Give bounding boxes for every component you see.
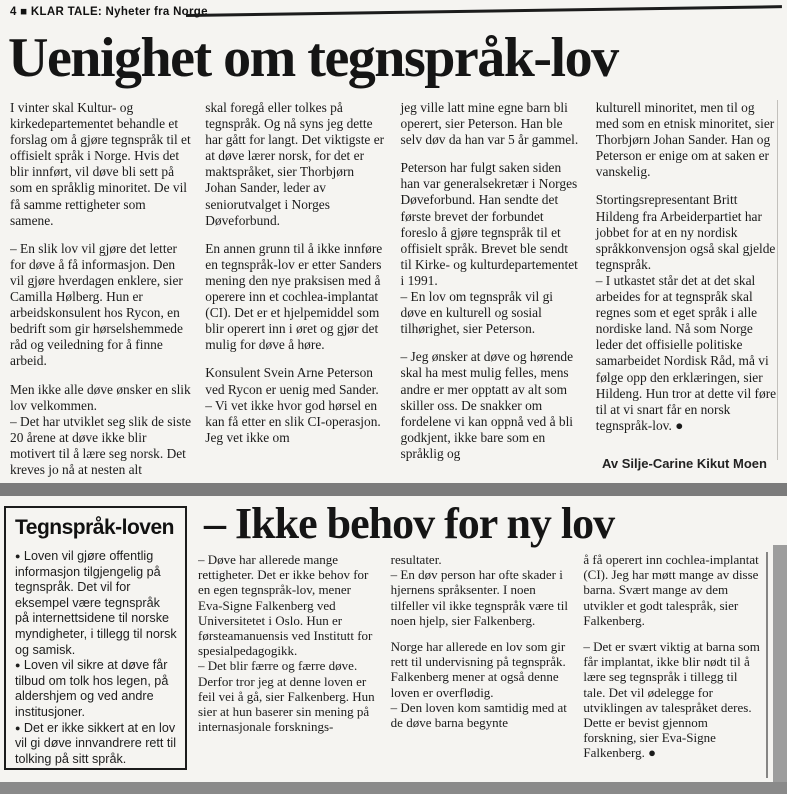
paragraph: – I utkastet står det at det skal arbeides for at tegnspråk skal regnes som et eget språk i alle nordiske land. Nå som Norge leder det offisielle politiske samarbeidet Nordisk Råd, må vi følge opp den erklæringen, sier Hildeng. Hun tror at dette vil føre til at vi snart får en norsk tegnspråk-lov. ● [595, 272, 777, 433]
article1-column-2 [205, 100, 386, 480]
article1-column-3 [401, 100, 582, 480]
section-divider-bar [0, 483, 787, 496]
paragraph: Peterson har fulgt saken siden han var generalsekretær i Norges Døveforbund. Han sendte det første brevet der forbundet foreslo å gjøre tegnspråk til et offisielt språk. Brevet ble sendt til Kirke- og kulturdepartementet i 1991. [400, 160, 578, 288]
factbox-item: ● Loven vil gjøre offentlig informasjon tilgjengelig på tegnspråk. Det vil for eksempel være tegnspråk på internettsidene til norske myndigheter, i tillegg til norsk og samisk. [15, 549, 177, 657]
paragraph: resultater. [390, 552, 442, 567]
bullet-icon: ● [15, 551, 21, 561]
paragraph: – Det blir færre og færre døve. Derfor tror jeg at denne loven er feil vei å gå, sier Falkenberg. Hun sier at hun baserer sin mening på internasjonale forsknings- [198, 658, 375, 735]
article2-column-2 [391, 552, 569, 782]
paragraph: – En slik lov vil gjøre det letter for døve å få informasjon. Den vil gjøre hverdagen enklere, sier Camilla Hølberg. Hun er arbeidskonsulent hos Rycon, en bedrift som gir hørselshemmede råd og veiledning for å finne arbeid. [10, 240, 183, 369]
article1-byline: Av Silje-Carine Kikut Moen [602, 456, 767, 471]
paragraph: Norge har allerede en lov som gir rett til undervisning på tegnspråk. Falkenberg mener at også denne loven er overflødig. [390, 639, 566, 700]
paragraph: – En lov om tegnspråk vil gi døve en kulturell og sosial tilhørighet, sier Peterson. [400, 289, 553, 337]
bullet-icon: ● [15, 660, 21, 671]
scan-right-strip [773, 545, 787, 782]
paragraph: – Det er svært viktig at barna som får implantat, ikke blir nødt til å lære seg tegnspråk i tillegg til tale. Det vil ødelegge for utviklingen av talespråket deres. Dette er bevist gjennom forskning, sier Eva-Signe Falkenberg. ● [583, 639, 760, 761]
paragraph: – Den loven kom samtidig med at de døve barna begynte [390, 699, 567, 731]
article1-column-4 [596, 100, 777, 480]
paragraph: – Det har utviklet seg slik de siste 20 årene at døve ikke blir motivert til å lære seg norsk. Det kreves jo nå at nesten alt [10, 413, 192, 477]
article1-headline: Uenighet om tegnspråk-lov [8, 27, 618, 89]
bullet-icon: ● [15, 722, 21, 733]
masthead-rule [186, 5, 782, 17]
scan-edge-line-upper [777, 100, 778, 460]
masthead: 4 ■ KLAR TALE: Nyheter fra Norge [10, 6, 208, 18]
article2-column-3 [583, 552, 761, 782]
paragraph: – En døv person har ofte skader i hjernens språksenter. I noen tilfeller vil ikke tegnspråk være til noen hjelp, sier Falkenberg. [390, 567, 568, 628]
scan-edge-line-lower [766, 552, 768, 778]
article2-headline: – Ikke behov for ny lov [204, 499, 615, 548]
scan-bottom-bar [0, 782, 787, 794]
paragraph: En annen grunn til å ikke innføre en tegnspråk-lov er etter Sanders mening den nye praksisen med å operere inn et cochlea-implantat (CI). Det er et hjelpemiddel som blir operert inn i øret og gjør det mulig for døve å høre. [205, 240, 383, 353]
paragraph: kulturell minoritet, men til og med som en etnisk minoritet, sier Thorbjørn Johan Sander. Han og Peterson er enige om at saken er vanskelig. [595, 100, 775, 180]
article2-column-1 [198, 552, 376, 782]
factbox-title: Tegnspråk-loven [15, 516, 174, 539]
paragraph: Stortingsrepresentant Britt Hildeng fra Arbeiderpartiet har jobbet for at en ny nordisk språkkonvensjon også skal gjelde tegnspråk. [595, 192, 776, 272]
paragraph: Men ikke alle døve ønsker en slik lov velkommen. [10, 381, 191, 413]
paragraph: I vinter skal Kultur- og kirkedepartementet behandle et forslag om å gjøre tegnspråk til et offisielt språk i Norge. Hvis det blir innført, vil døve bli sett på som en språklig minoritet. De vil få samme rettigheter som samene. [10, 100, 191, 228]
article1-columns [10, 100, 777, 480]
factbox [4, 506, 187, 770]
paragraph: – Døve har allerede mange rettigheter. Det er ikke behov for en egen tegnspråk-lov, mener Eva-Signe Falkenberg ved Universitetet i Oslo. Hun er førsteamanuensis ved Institutt for spesialpedagogikk. [198, 552, 373, 659]
article2-columns [198, 552, 761, 782]
paragraph: – Vi vet ikke hvor god hørsel en kan få etter en slik CI-operasjon. Jeg vet ikke om [205, 397, 381, 445]
paragraph: å få operert inn cochlea-implantat (CI). Jeg har møtt mange av disse barna. Svært mange av dem utvikler et godt talespråk, sier Falkenberg. [583, 552, 759, 628]
article1-column-1 [10, 100, 191, 480]
paragraph: Konsulent Svein Arne Peterson ved Rycon er uenig med Sander. [205, 365, 379, 397]
factbox-item: ● Loven vil sikre at døve får tilbud om tolk hos legen, på aldershjem og ved andre institusjoner. [15, 658, 169, 719]
paragraph: jeg ville latt mine egne barn bli operert, sier Peterson. Han ble selv døv da han var 5 år gammel. [400, 100, 579, 148]
paragraph: – Jeg ønsker at døve og hørende skal ha mest mulig felles, mens andre er mer opptatt av alt som skiller oss. De snakker om fordelene vi kan oppnå ved å bli godkjent, ikke bare som en språklig og [400, 349, 574, 461]
factbox-list [15, 549, 177, 767]
factbox-item: ● Det er ikke sikkert at en lov vil gi døve innvandrere rett til tolking på sitt språk. [15, 720, 176, 766]
paragraph: skal foregå eller tolkes på tegnspråk. Og nå syns jeg dette har gått for langt. Det viktigste er at døve lærer norsk, for det er maktspråket, sier Thorbjørn Johan Sander, leder av seniorutvalget i Norges Døveforbund. [205, 100, 385, 228]
